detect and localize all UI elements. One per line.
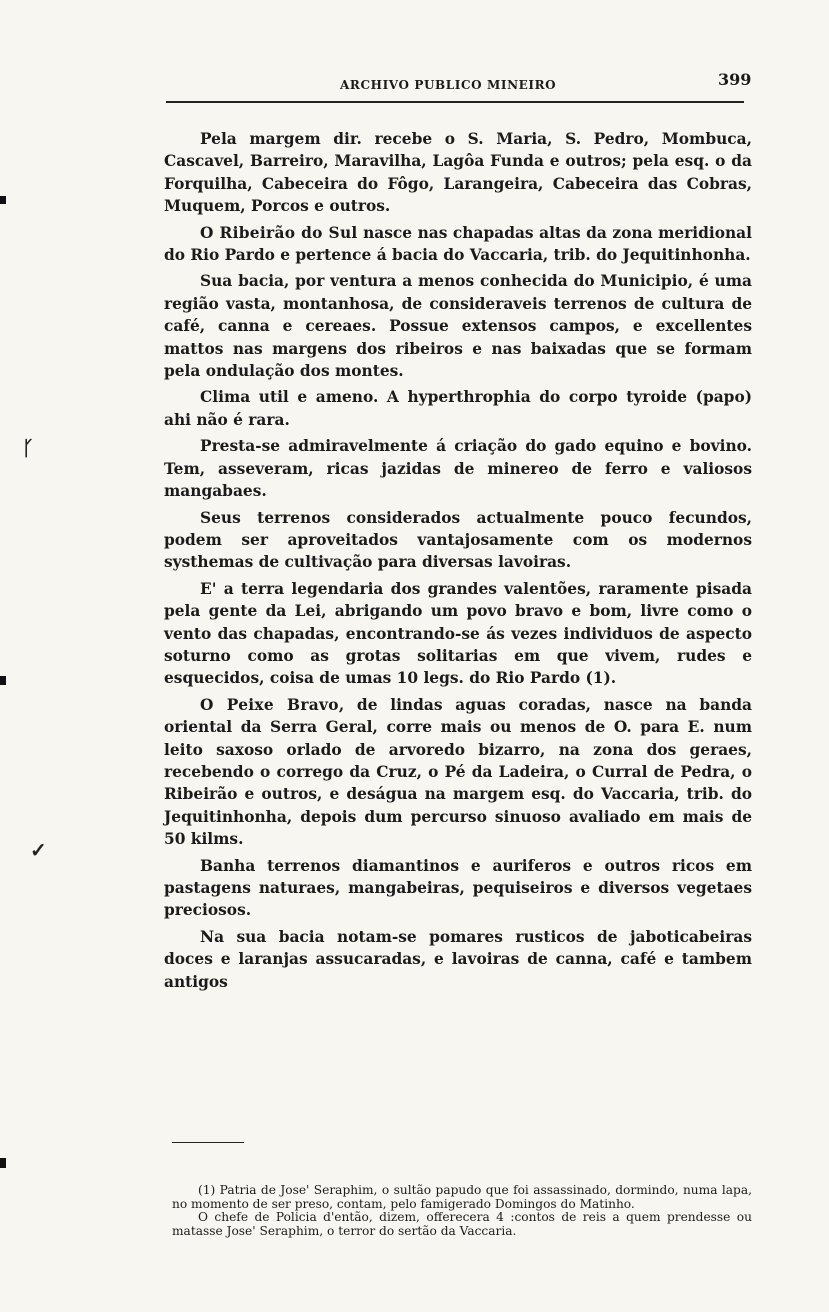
- paragraph: Clima util e ameno. A hyperthrophia do corpo tyroide (papo) ahi não é rara.: [164, 388, 752, 429]
- margin-pencil-mark: ✓: [30, 838, 47, 862]
- footnote-rule: [172, 1142, 244, 1143]
- scan-edge-mark: [0, 196, 6, 204]
- paragraph: Presta-se admiravelmente á criação do gado equino e bovino. Tem, asseveram, ricas jazidas de minereo de ferro e valiosos mangabaes.: [164, 437, 752, 501]
- body-text: [164, 128, 752, 997]
- scan-edge-mark: [0, 1158, 6, 1168]
- paragraph: Pela margem dir. recebe o S. Maria, S. Pedro, Mombuca, Cascavel, Barreiro, Maravilha, Lagôa Funda e outros; pela esq. o da Forquilha, Cabeceira do Fôgo, Larangeira, Cabeceira das Cobras, Muquem, Porcos e outros.: [164, 130, 752, 216]
- footnote-line: (1) Patria de Jose' Seraphim, o sultão papudo que foi assassinado, dormindo, numa lapa, no momento de ser preso, contam, pelo famigerado Domingos do Matinho.: [172, 1183, 752, 1211]
- scan-edge-mark: [0, 676, 6, 685]
- paragraph: E' a terra legendaria dos grandes valentões, raramente pisada pela gente da Lei, abrigando um povo bravo e bom, livre como o vento das chapadas, encontrando-se ás vezes individuos de aspecto soturno como as grotas solitarias em que vivem, rudes e esquecidos, coisa de umas 10 legs. do Rio Pardo (1).: [164, 579, 752, 688]
- running-header: ARCHIVO PUBLICO MINEIRO: [340, 78, 557, 92]
- margin-pencil-mark: ᚴ: [22, 436, 34, 460]
- footnote-line: O chefe de Policia d'então, dizem, offerecera 4 :contos de reis a quem prendesse ou matasse Jose' Seraphim, o terror do sertão da Vaccaria.: [172, 1210, 752, 1238]
- page-number: 399: [718, 70, 752, 89]
- paragraph-lead: O Peixe Bravo: [200, 695, 339, 714]
- footnote: [172, 1184, 752, 1238]
- paragraph-lead: O Ribeirão do Sul: [200, 223, 358, 242]
- header-rule: [166, 101, 744, 103]
- paragraph: Na sua bacia notam-se pomares rusticos de jaboticabeiras doces e laranjas assucaradas, e lavoiras de canna, café e tambem antigos: [164, 927, 752, 991]
- paragraph: Sua bacia, por ventura a menos conhecida do Municipio, é uma região vasta, montanhosa, de consideraveis terrenos de cultura de café, canna e cereaes. Possue extensos campos, e excellentes mattos nas margens dos ribeiros e nas baixadas que se formam pela ondulação dos montes.: [164, 272, 752, 381]
- paragraph: O Ribeirão do Sul nasce nas chapadas altas da zona meridional do Rio Pardo e pertence á bacia do Vaccaria, trib. do Jequitinhonha.: [164, 223, 752, 265]
- paragraph: O Peixe Bravo, de lindas aguas coradas, nasce na banda oriental da Serra Geral, corre mais ou menos de O. para E. num leito saxoso orlado de arvoredo bizarro, na zona dos geraes, recebendo o corrego da Cruz, o Pé da Ladeira, o Curral de Pedra, o Ribeirão e outros, e deságua na margem esq. do Vaccaria, trib. do Jequitinhonha, depois dum percurso sinuoso avaliado em mais de 50 kilms.: [164, 695, 753, 849]
- paragraph: Seus terrenos considerados actualmente pouco fecundos, podem ser aproveitados vantajosamente com os modernos systhemas de cultivação para diversas lavoiras.: [164, 508, 752, 572]
- paragraph: Banha terrenos diamantinos e auriferos e outros ricos em pastagens naturaes, mangabeiras, pequiseiros e diversos vegetaes preciosos.: [164, 856, 752, 920]
